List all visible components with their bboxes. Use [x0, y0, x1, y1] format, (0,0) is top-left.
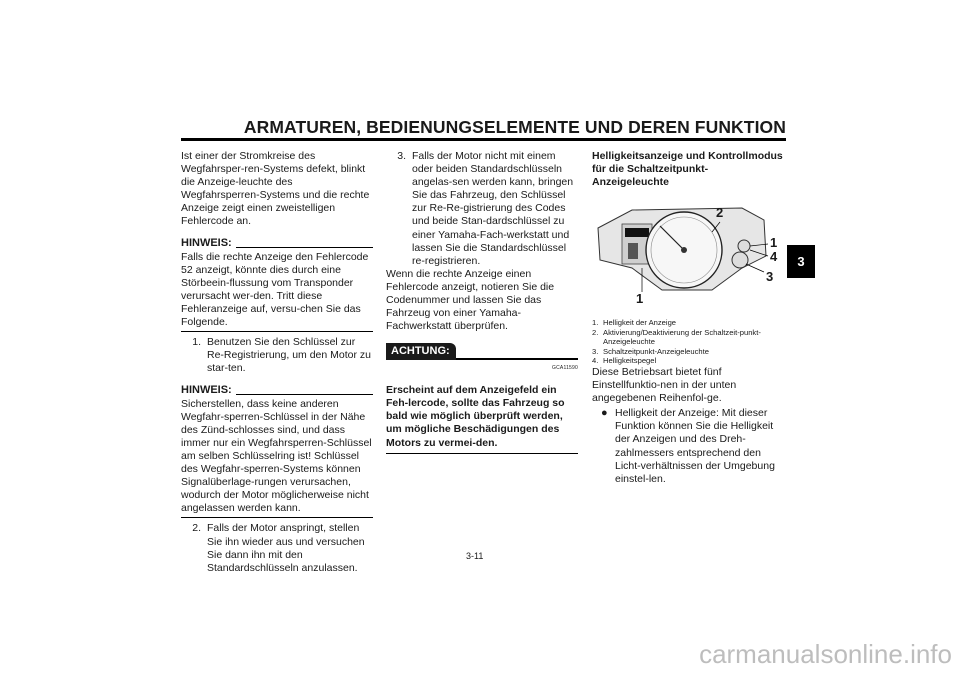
- achtung-text: Erscheint auf dem Anzeigefeld ein Feh-lercode, sollte das Fahrzeug so bald wie möglich überprüft werden, um mögliche Beschädigungen des Motors zu vermei-den.: [386, 383, 565, 449]
- callout-2: 2: [716, 205, 724, 220]
- step-item-1: [181, 336, 373, 375]
- achtung-heading: [386, 343, 578, 360]
- column-middle: [386, 150, 578, 454]
- hinweis-heading-1: [181, 237, 373, 250]
- legend-item: [592, 347, 785, 357]
- step-item-2: [181, 522, 373, 574]
- achtung-code: GCA11590: [552, 365, 578, 372]
- legend-item: [592, 318, 785, 328]
- step-number: 1.: [192, 336, 201, 349]
- hinweis-label: HINWEIS:: [181, 236, 232, 249]
- legend-text: Schaltzeitpunkt-Anzeigeleuchte: [603, 346, 709, 356]
- callout-1-bottom: 1: [636, 291, 644, 306]
- bullet-item: [601, 407, 785, 486]
- step-text: Benutzen Sie den Schlüssel zur Re-Registrierung, um den Motor zu star-ten.: [207, 336, 371, 375]
- legend-item: [592, 328, 785, 347]
- modes-paragraph: Diese Betriebsart bietet fünf Einstellfunktio-nen in der unten angegebenen Reihenfol-ge.: [592, 365, 737, 405]
- legend-number: 2.: [592, 327, 599, 337]
- page-number: 3-11: [466, 551, 484, 561]
- legend-number: 1.: [592, 318, 599, 327]
- hinweis-label: HINWEIS:: [181, 383, 232, 396]
- legend-text: Aktivierung/Deaktivierung der Schaltzeit-punkt-Anzeigeleuchte: [603, 327, 761, 347]
- hinweis-text-2: Sicherstellen, dass keine anderen Wegfahr-sperren-Schlüssel in der Nähe des Zünd-schlosses sind, und dass immer nur ein Wegfahrsperren-Schlüssel am selben Schlüsselring ist! Schlüssel des Wegfahr-sperren-Systems können Signalüberlage-rungen verursachen, wodurch der Motor möglicherweise nicht angelassen werden kann.: [181, 397, 372, 515]
- step-number: 2.: [192, 522, 201, 535]
- instrument-figure: [592, 198, 785, 310]
- column-right: [592, 150, 785, 486]
- legend-item: [592, 356, 785, 366]
- hinweis-rule: [236, 247, 373, 248]
- step-text: Falls der Motor nicht mit einem oder beiden Standardschlüsseln angelas-sen werden kann, bringen Sie das Fahrzeug, den Schlüssel zur Re-Re-gistrierung des Codes und beide Stan-dardschlüssel zu einer Yamaha-Fach-werkstatt und lassen Sie die Standardschlüssel re-registrieren.: [412, 150, 574, 267]
- step-text: Falls der Motor anspringt, stellen Sie ihn wieder aus und versuchen Sie dann ihn mit den Standardschlüsseln anzulassen.: [207, 522, 365, 574]
- achtung-end-rule: [386, 453, 578, 454]
- section-title: Helligkeitsanzeige und Kontrollmodus für die Schaltzeitpunkt-Anzeigeleuchte: [592, 150, 783, 188]
- page-header-title: ARMATUREN, BEDIENUNGSELEMENTE UND DEREN FUNKTION: [243, 117, 786, 137]
- legend-number: 4.: [592, 356, 599, 366]
- hinweis-end-rule: [181, 517, 373, 518]
- achtung-rule: [456, 358, 578, 360]
- legend-text: Helligkeitspegel: [603, 356, 657, 366]
- callout-3: 3: [766, 269, 774, 284]
- hinweis-text-1: Falls die rechte Anzeige den Fehlercode 52 anzeigt, könnte dies durch eine Störbeein-flussung vom Transponder verursacht wer-den. Tritt diese Fehleranzeige auf, versu-chen Sie das Folgende.: [181, 250, 369, 329]
- bullet-dot-icon: ●: [601, 407, 608, 420]
- callout-1-right: 1: [770, 235, 778, 250]
- hinweis-end-rule: [181, 331, 373, 332]
- step-number: 3.: [397, 150, 406, 162]
- legend-number: 3.: [592, 346, 599, 356]
- instrument-cluster-illustration: [592, 198, 785, 310]
- chapter-tab[interactable]: 3: [787, 245, 815, 278]
- watermark[interactable]: carmanualsonline.info: [699, 639, 952, 669]
- intro-paragraph: Ist einer der Stromkreise des Wegfahrsper-ren-Systems defekt, blinkt die Anzeige-leuchte des Wegfahrsperren-Systems und die rechte Anzeige zeigt einen zweistelligen Fehlercode an.: [181, 150, 370, 228]
- hinweis-heading-2: [181, 384, 373, 397]
- legend-text: Helligkeit der Anzeige: [603, 318, 677, 327]
- bullet-text: Helligkeit der Anzeige: Mit dieser Funktion können Sie die Helligkeit der Anzeigen und des Dreh-zahlmessers entsprechend den Licht-verhältnissen der Umgebung einstel-len.: [615, 407, 775, 485]
- header-rule: [181, 138, 786, 141]
- achtung-label: ACHTUNG:: [386, 343, 456, 360]
- column-left: [181, 150, 373, 575]
- figure-legend: [592, 318, 785, 366]
- hinweis-rule: [236, 394, 373, 395]
- step-item-3: [386, 150, 578, 268]
- callout-4: 4: [770, 249, 778, 264]
- after-steps-paragraph: Wenn die rechte Anzeige einen Fehlercode anzeigt, notieren Sie die Codenummer und lassen Sie das Fahrzeug von einer Yamaha-Fachwerkstatt überprüfen.: [386, 267, 555, 333]
